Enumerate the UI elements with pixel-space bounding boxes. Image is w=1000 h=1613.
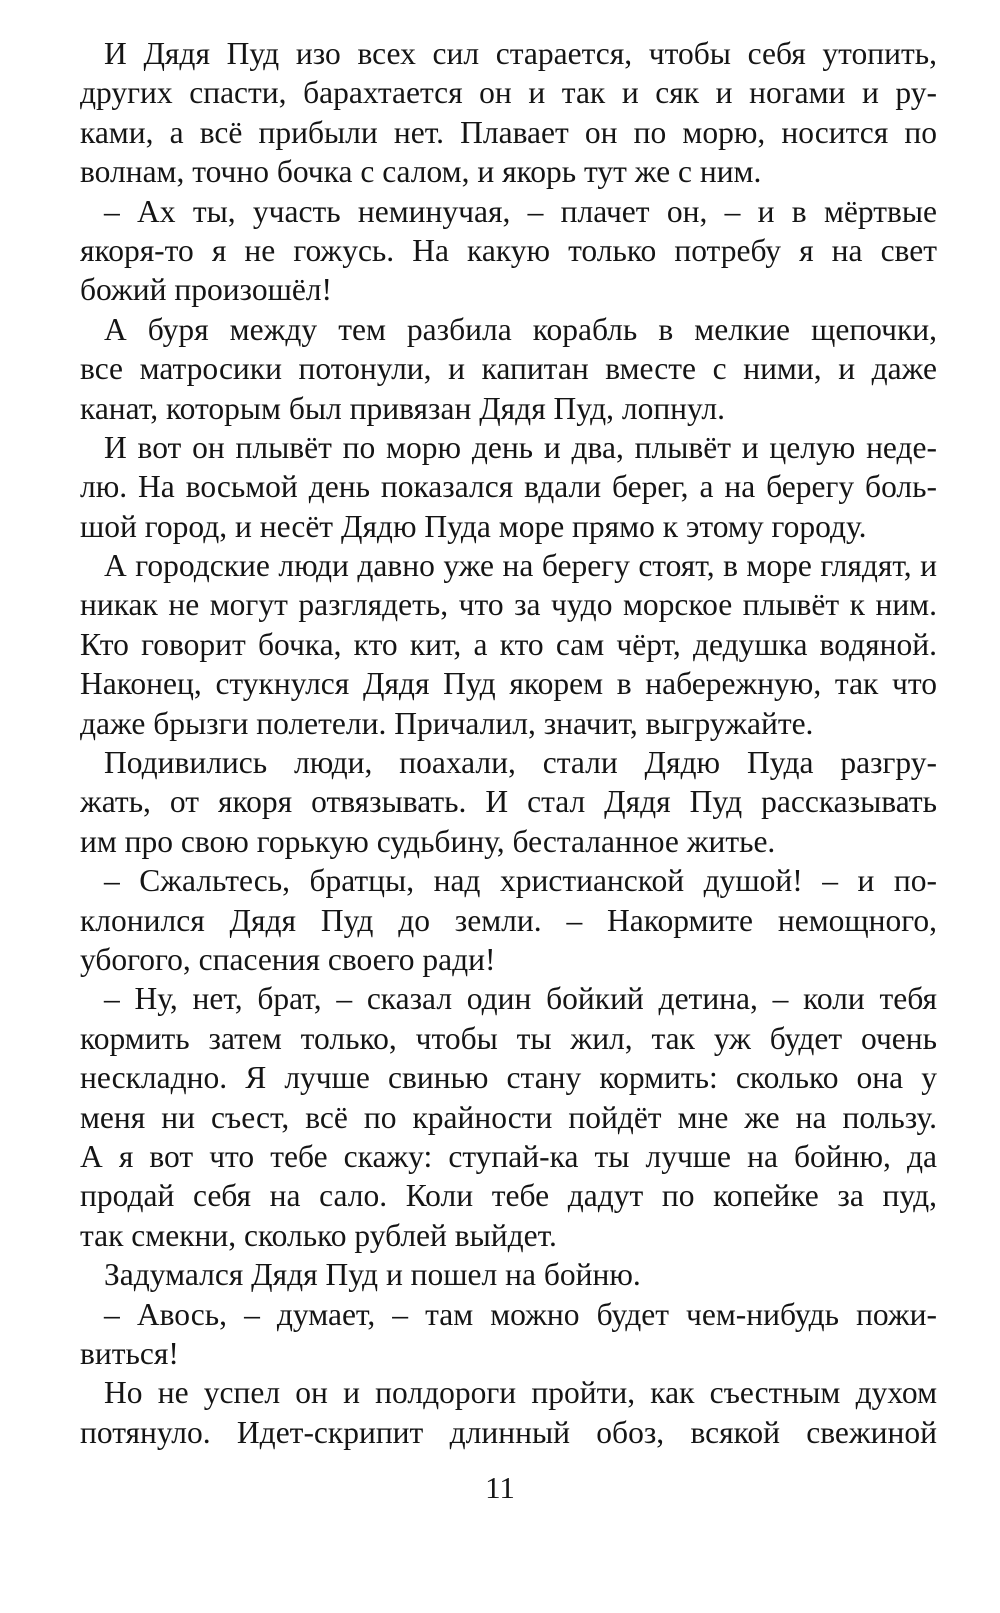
text-line: якоря-то я не гожусь. На какую только потребу я на свет <box>80 232 937 268</box>
page-number: 11 <box>485 1470 515 1505</box>
text-line: Задумался Дядя Пуд и пошел на бойню. <box>104 1257 641 1293</box>
book-page-text <box>80 34 937 1452</box>
text-line: ками, а всё прибыли нет. Плавает он по морю, носится по <box>80 114 937 150</box>
text-line: божий произошёл! <box>80 272 333 308</box>
text-line: А я вот что тебе скажу: ступай-ка ты лучше на бойню, да <box>80 1138 937 1174</box>
text-line: убогого, спасения своего ради! <box>80 941 496 977</box>
text-line: – Ах ты, участь неминучая, – плачет он, – и в мёртвые <box>104 193 937 229</box>
text-line: Кто говорит бочка, кто кит, а кто сам чёрт, дедушка водяной. <box>80 626 937 662</box>
text-line: шой город, и несёт Дядю Пуда море прямо к этому городу. <box>80 508 867 544</box>
text-line: им про свою горькую судьбину, бесталанное житье. <box>80 823 776 859</box>
text-line: канат, которым был привязан Дядя Пуд, лопнул. <box>80 390 725 426</box>
text-line: меня ни съест, всё по крайности пойдёт мне же на пользу. <box>80 1099 937 1135</box>
text-line: виться! <box>80 1335 179 1371</box>
text-line: так смекни, сколько рублей выйдет. <box>80 1217 557 1253</box>
text-line: потянуло. Идет-скрипит длинный обоз, всякой свежиной <box>80 1414 937 1450</box>
text-line: Подивились люди, поахали, стали Дядю Пуда разгру- <box>104 745 937 781</box>
text-line: никак не могут разглядеть, что за чудо морское плывёт к ним. <box>80 587 937 623</box>
text-line: волнам, точно бочка с салом, и якорь тут же с ним. <box>80 154 762 190</box>
text-line: И Дядя Пуд изо всех сил старается, чтобы себя утопить, <box>104 36 937 71</box>
text-line: – Сжальтесь, братцы, над христианской душой! – и по- <box>104 863 937 899</box>
text-line: кормить затем только, чтобы ты жил, так уж будет очень <box>80 1020 937 1056</box>
text-line: клонился Дядя Пуд до земли. – Накормите немощного, <box>80 902 937 938</box>
text-line: – Ну, нет, брат, – сказал один бойкий детина, – коли тебя <box>104 981 937 1017</box>
text-line: лю. На восьмой день показался вдали берег, а на берегу боль- <box>80 469 937 505</box>
text-line: все матросики потонули, и капитан вместе с ними, и даже <box>80 351 937 387</box>
text-line: А городские люди давно уже на берегу стоят, в море глядят, и <box>104 548 937 584</box>
text-line: Но не успел он и полдороги пройти, как съестным духом <box>104 1375 937 1411</box>
text-line: А буря между тем разбила корабль в мелкие щепочки, <box>104 311 937 347</box>
text-line: даже брызги полетели. Причалил, значит, выгружайте. <box>80 705 814 741</box>
text-line: нескладно. Я лучше свинью стану кормить: сколько она у <box>80 1060 937 1096</box>
text-line: – Авось, – думает, – там можно будет чем-нибудь пожи- <box>104 1296 937 1332</box>
text-line: других спасти, барахтается он и так и сяк и ногами и ру- <box>80 75 937 111</box>
text-line: жать, от якоря отвязывать. И стал Дядя Пуд рассказывать <box>80 784 937 820</box>
text-line: И вот он плывёт по морю день и два, плывёт и целую неде- <box>104 429 937 465</box>
text-line: Наконец, стукнулся Дядя Пуд якорем в набережную, так что <box>80 666 937 702</box>
text-line: продай себя на сало. Коли тебе дадут по копейке за пуд, <box>80 1178 937 1214</box>
